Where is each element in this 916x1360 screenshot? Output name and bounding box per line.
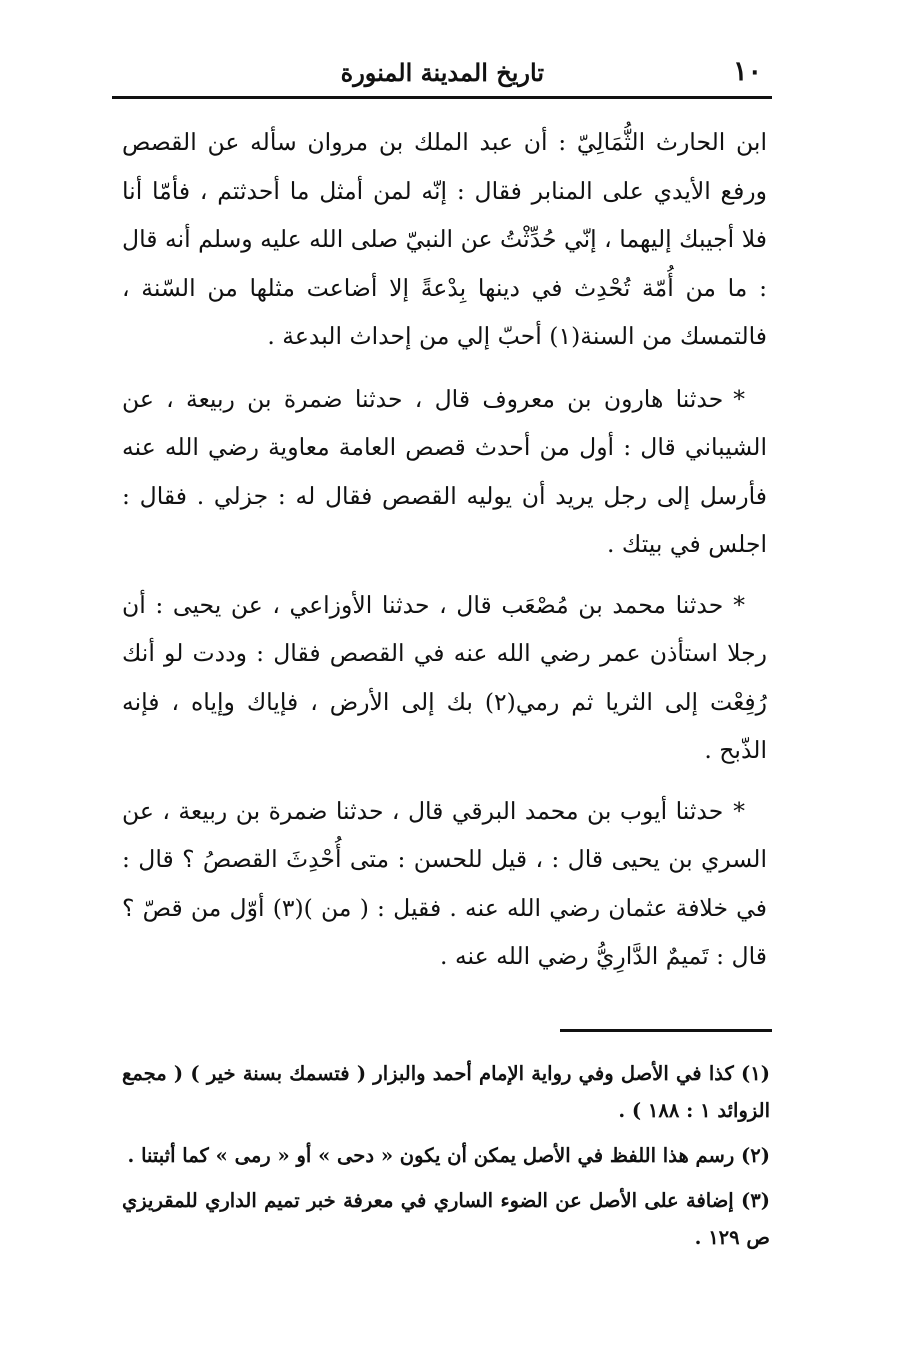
running-title: تاريخ المدينة المنورة — [340, 58, 544, 87]
asterisk-bullet: * — [733, 384, 745, 413]
page-number: ١٠ — [732, 56, 762, 87]
asterisk-bullet: * — [733, 796, 745, 825]
paragraph-text: حدثنا أيوب بن محمد البرقي قال ، حدثنا ضمرة بن ربيعة ، عن السري بن يحيى قال : ، قيل للحسن : متى أُحْدِثَ القصصُ ؟ قال : في خلافة عثمان رضي الله عنه . فقيل : ( من )(٣) أوّل من قصّ ؟ قال : تَميمٌ الدَّارِيُّ رضي الله عنه . — [122, 796, 767, 970]
paragraph-text: ابن الحارث الثُّمَالِيّ : أن عبد الملك بن مروان سأله عن القصص ورفع الأيدي على المنابر فقال : إنّه لمن أمثل ما أحدثتم ، فأمّا أنا فلا أجيبك إليهما ، إنّي حُدِّثْتُ عن النبيّ صلى الله عليه وسلم أنه قال : ما من أُمّة تُحْدِث في دينها بِدْعةً إلا أضاعت مثلها من السّنة ، فالتمسك من السنة(١) أحبّ إلي من إحداث البدعة . — [122, 128, 767, 350]
main-text — [122, 118, 767, 993]
asterisk-bullet: * — [733, 590, 745, 619]
footnote-1: (١) كذا في الأصل وفي رواية الإمام أحمد والبزار ( فتسمك بسنة خير ) ( مجمع الزوائد ١ : ١٨٨ ) . — [122, 1062, 770, 1122]
header-rule — [112, 96, 772, 99]
paragraph-1 — [122, 118, 767, 361]
footnote-2: (٢) رسم هذا اللفظ في الأصل يمكن أن يكون « دحى » أو « رمى » كما أثبتنا . — [127, 1144, 770, 1167]
page-header — [112, 50, 772, 94]
paragraph-text: حدثنا محمد بن مُصْعَب قال ، حدثنا الأوزاعي ، عن يحيى : أن رجلا استأذن عمر رضي الله عنه في القصص فقال : وددت لو أنك رُفِعْت إلى الثريا ثم رمي(٢) بك إلى الأرض ، فإياك وإياه ، فإنه الذّبح . — [122, 590, 767, 764]
footnote-separator — [560, 1029, 772, 1032]
paragraph-3 — [122, 581, 767, 775]
paragraph-2 — [122, 375, 767, 569]
paragraph-4 — [122, 787, 767, 981]
footnote-3: (٣) إضافة على الأصل عن الضوء الساري في معرفة خبر تميم الداري للمقريزي ص ١٢٩ . — [122, 1189, 770, 1249]
footnotes — [122, 1055, 770, 1264]
paragraph-text: حدثنا هارون بن معروف قال ، حدثنا ضمرة بن ربيعة ، عن الشيباني قال : أول من أحدث قصص العامة معاوية رضي الله عنه فأرسل إلى رجل يريد أن يوليه القصص فقال له : جزلي . فقال : اجلس في بيتك . — [122, 384, 767, 558]
